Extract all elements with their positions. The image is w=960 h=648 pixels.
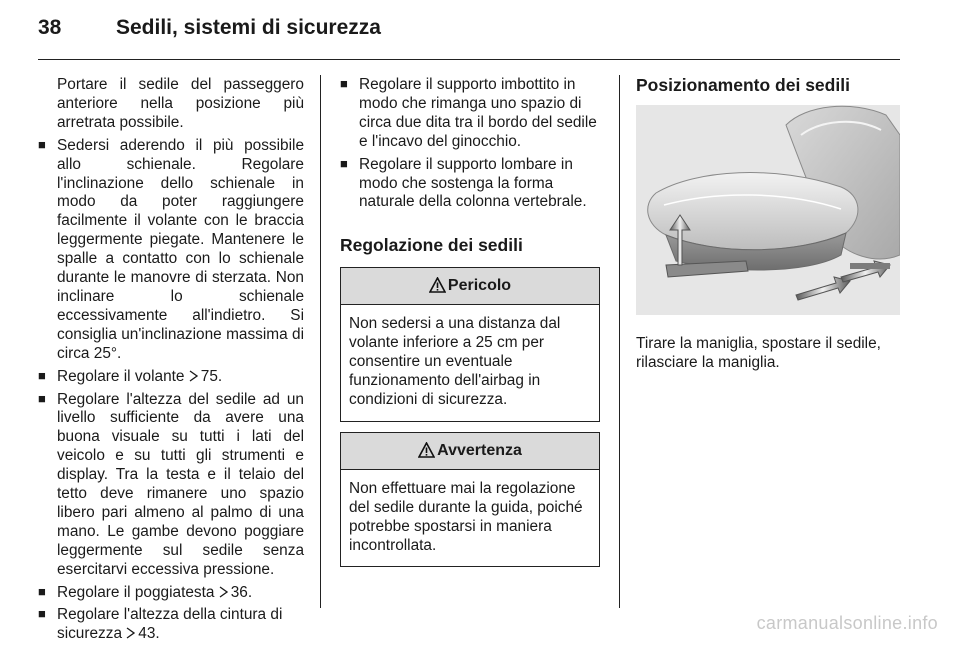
warning-title-text: Avvertenza (437, 441, 522, 459)
page-header (38, 16, 381, 40)
list-item-text: Regolare l'altezza del sedile ad un livello sufficiente da avere una buona visuale su tutti i lati del veicolo e su tutti gli strumenti e display. Tra la testa e il telaio del tetto deve rimanere uno spazio libero pari almeno al palmo di una mano. Le gambe devono poggiare leggermente sul sedile senza esercitarvi eccessiva pressione. (57, 390, 304, 578)
list-item-text: Regolare l'altezza della cintura di sicurezza (57, 606, 283, 643)
page-reference-arrow-icon (189, 370, 198, 382)
seat-adjustment-illustration (636, 105, 900, 315)
figure-caption: Tirare la maniglia, spostare il sedile, rilasciare la maniglia. (636, 334, 881, 371)
list-item-text: Sedersi aderendo il più possibile allo schienale. Regolare l'inclinazione dello schienale in modo da poter raggiungere facilmente il volante con le braccia leggermente piegate. Mantenere le spalle a contatto con lo schienale durante le manovre di sterzata. Non inclinare lo schienale eccessivamente all'indietro. Si consiglia un'inclinazione massima di circa 25°. (57, 136, 304, 362)
list-item-text: Regolare il supporto imbottito in modo che rimanga uno spazio di circa due dita tra il bordo del sedile e l'incavo del ginocchio. (359, 76, 597, 150)
page-number: 38 (38, 16, 62, 39)
bullet-square-icon: ■ (38, 390, 46, 406)
page-reference-link[interactable]: 75. (200, 367, 223, 385)
bullet-square-icon: ■ (38, 367, 46, 383)
warning-triangle-icon (429, 277, 446, 293)
list-item (38, 137, 304, 364)
warning-box (340, 432, 600, 568)
list-item (340, 76, 602, 152)
column-2 (340, 76, 602, 567)
list-item (38, 606, 304, 644)
warning-box-title (341, 433, 599, 470)
danger-box-body: Non sedersi a una distanza dal volante inferiore a 25 cm per consentire un eventuale funzionamento dell'airbag in condizioni di sicurezza. (349, 315, 561, 408)
section-heading: Regolazione dei sedili (340, 235, 523, 256)
column-divider-2 (619, 75, 620, 608)
watermark: carmanualsonline.info (756, 613, 938, 633)
danger-box (340, 267, 600, 422)
page-title: Sedili, sistemi di sicurezza (116, 16, 381, 39)
warning-box-body: Non effettuare mai la regolazione del sedile durante la guida, poiché potrebbe spostarsi in maniera incontrollata. (349, 479, 583, 554)
list-item (38, 391, 304, 580)
list-item (340, 156, 602, 213)
bullet-square-icon: ■ (340, 76, 348, 91)
list-item-text: Regolare il volante (57, 367, 185, 385)
bullet-square-icon: ■ (38, 136, 46, 152)
column-divider-1 (320, 75, 321, 608)
list-item-text: Regolare il poggiatesta (57, 583, 215, 601)
header-rule (38, 59, 900, 60)
list-item (38, 368, 304, 387)
page-reference-arrow-icon (126, 627, 135, 639)
intro-text: Portare il sedile del passeggero anteriore nella posizione più arretrata possibile. (57, 76, 304, 131)
danger-title-text: Pericolo (447, 277, 512, 295)
page-reference-link[interactable]: 43. (138, 625, 160, 643)
column-3 (636, 76, 900, 373)
warning-triangle-icon (418, 442, 435, 458)
list-item-text: Regolare il supporto lombare in modo che sostenga la forma naturale della colonna vertebrale. (359, 155, 587, 211)
list-item (38, 584, 304, 603)
bullet-square-icon: ■ (340, 155, 348, 171)
section-heading: Posizionamento dei sedili (636, 75, 850, 95)
bullet-square-icon: ■ (38, 583, 46, 599)
danger-box-title (341, 268, 599, 305)
column-1 (38, 76, 304, 648)
bullet-square-icon: ■ (38, 606, 46, 622)
page-reference-arrow-icon (219, 586, 228, 598)
page-reference-link[interactable]: 36. (230, 583, 253, 601)
